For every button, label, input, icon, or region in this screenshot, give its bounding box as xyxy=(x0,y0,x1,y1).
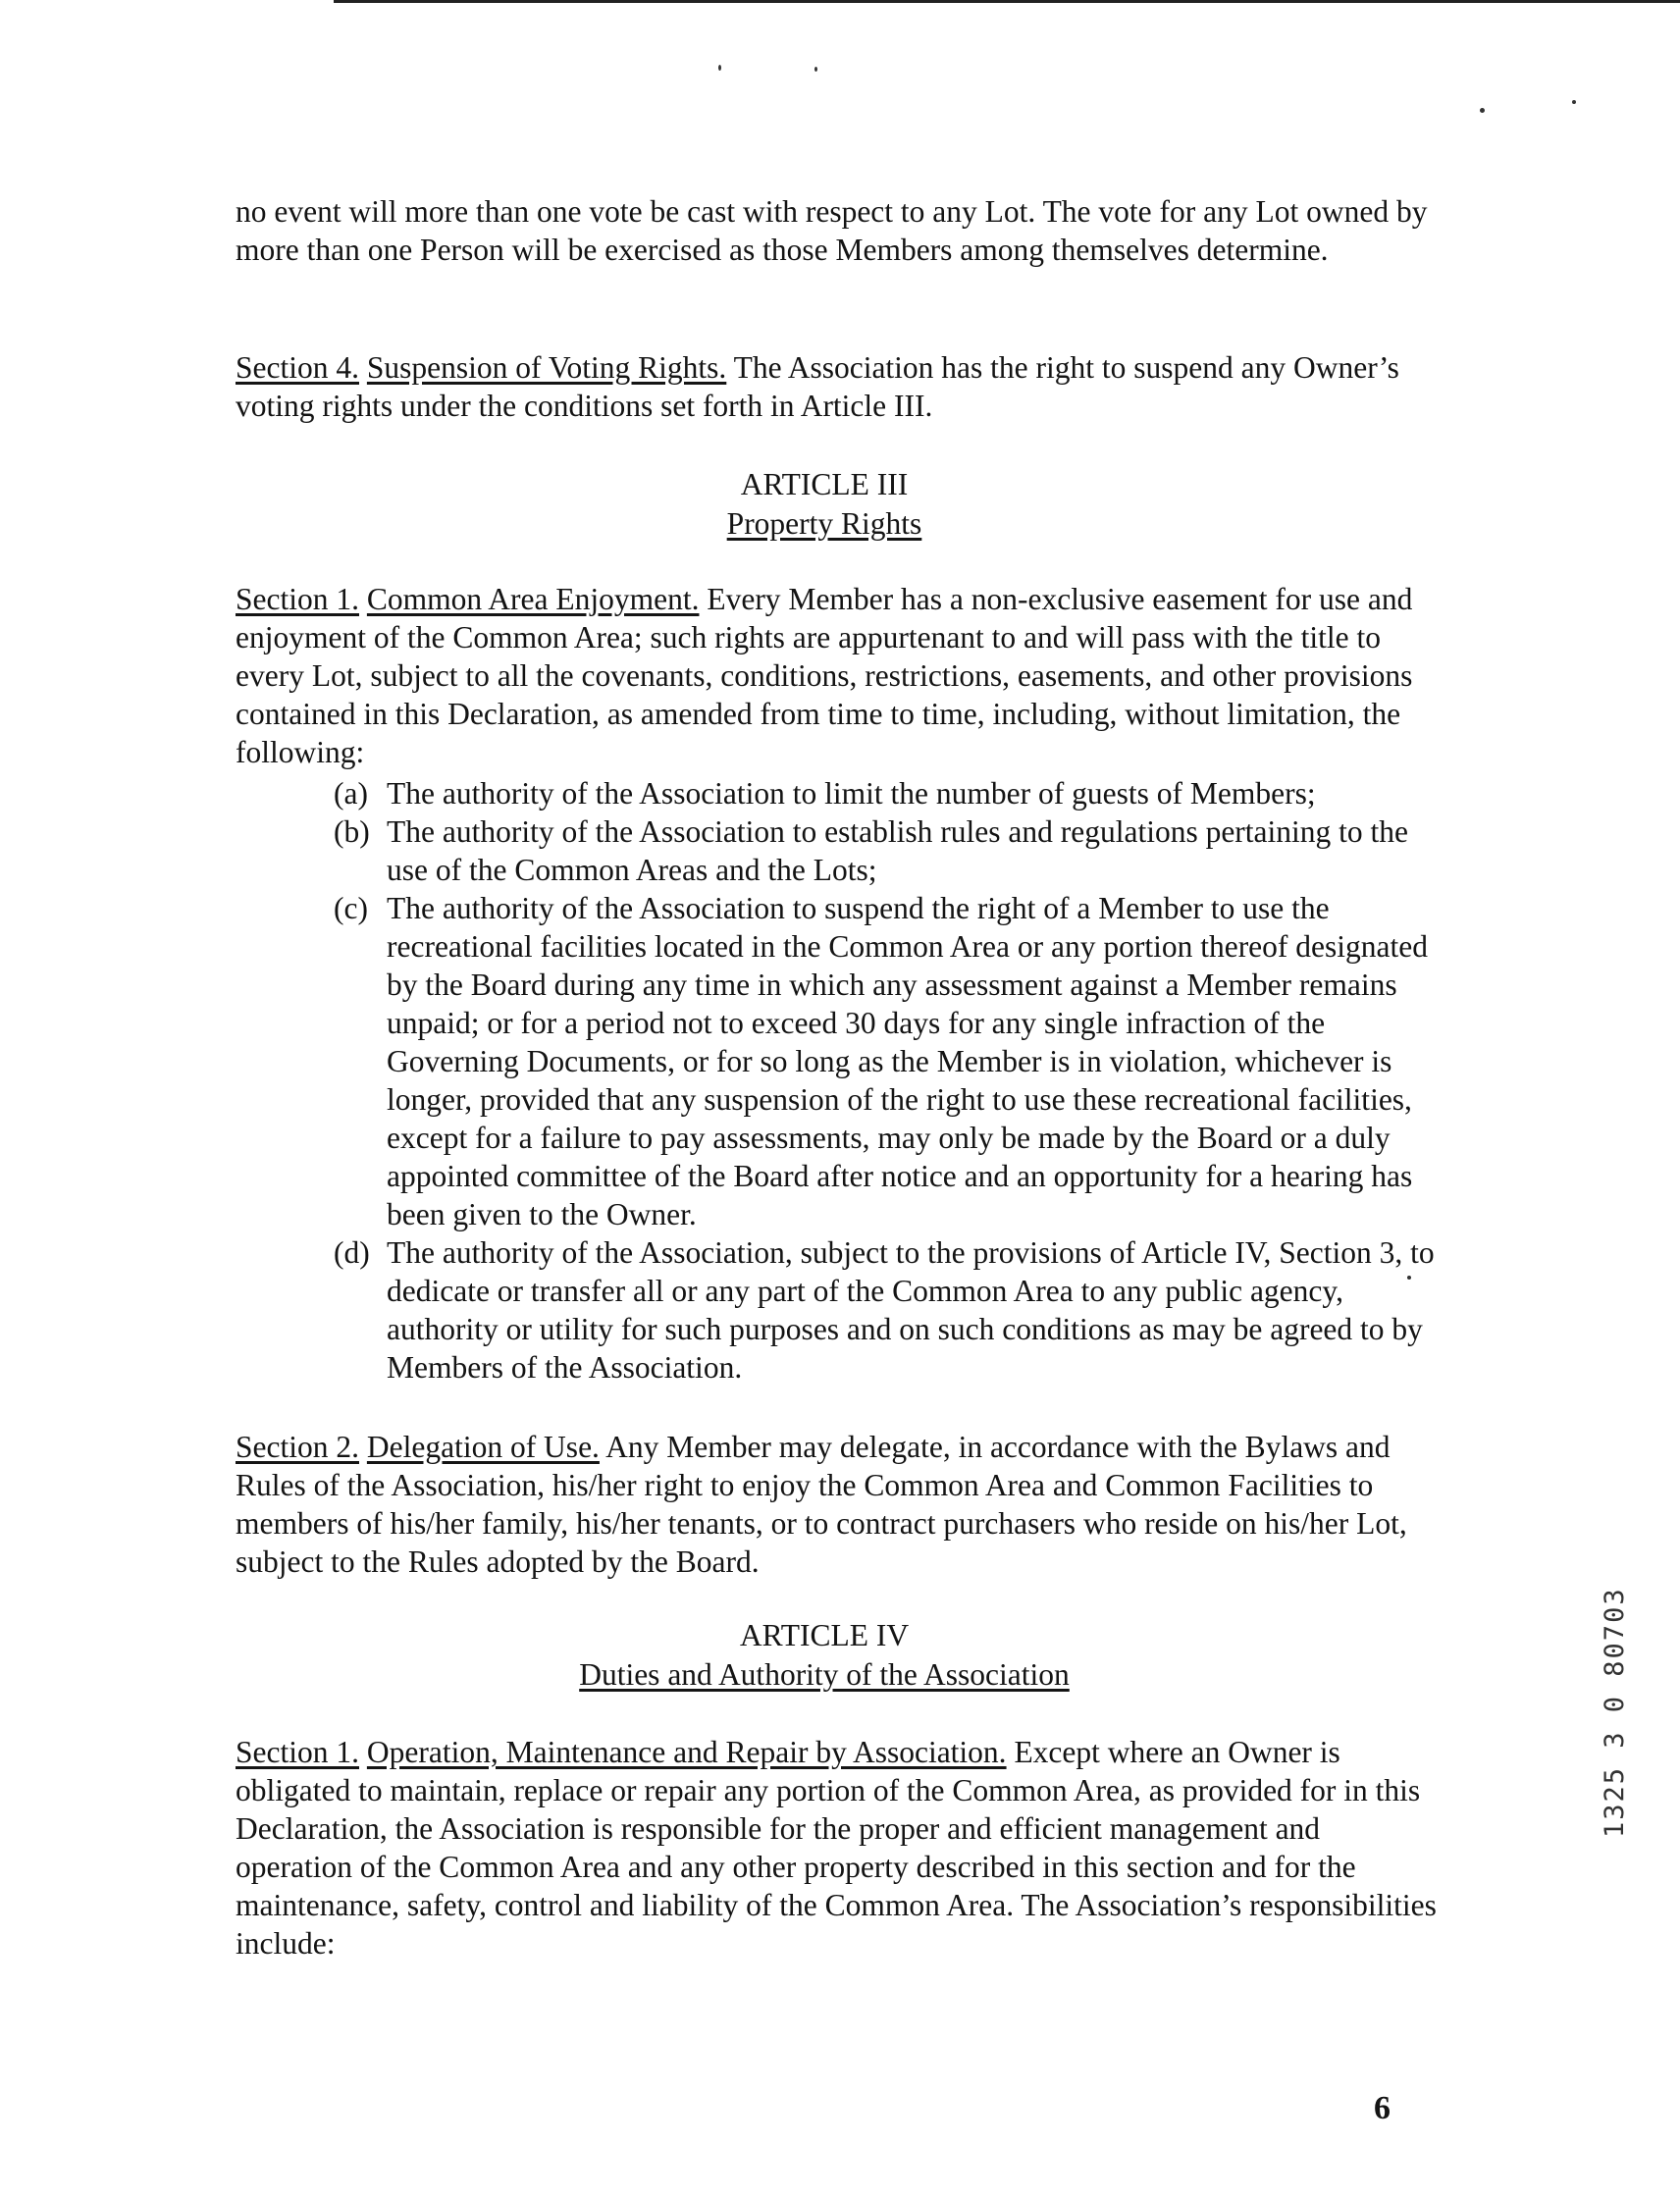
section-label: Section 1. xyxy=(236,582,359,616)
list-item xyxy=(334,1233,1443,1387)
page-number: 6 xyxy=(1374,2090,1391,2126)
article-3-heading xyxy=(236,465,1413,544)
article-title: ARTICLE IV xyxy=(739,1618,910,1652)
article-subtitle: Duties and Authority of the Association xyxy=(579,1657,1070,1692)
section-title: Common Area Enjoyment. xyxy=(366,582,700,616)
list-item-text: The authority of the Association, subject to the provisions of Article IV, Section 3, to dedicate or transfer all or any part of the Common Area to any public agency, authority or utility for such purposes and on such conditions as may be agreed to by Members of the Association. xyxy=(387,1235,1435,1385)
article-3-section-2 xyxy=(236,1428,1443,1581)
authority-list xyxy=(334,774,1443,1387)
section-label: Section 2. xyxy=(236,1430,359,1464)
section-body: Every Member has a non-exclusive easement for use and enjoyment of the Common Area; such rights are appurtenant to and will pass with the title to every Lot, subject to all the covenants, conditions, restrictions, easements, and other provisions contained in this Declaration, as amended from time to time, including, without limitation, the following: xyxy=(236,582,1413,769)
list-item xyxy=(334,812,1443,889)
list-item xyxy=(334,774,1443,812)
list-item-text: The authority of the Association to establish rules and regulations pertaining to the use of the Common Areas and the Lots; xyxy=(387,814,1409,887)
section-title: Suspension of Voting Rights. xyxy=(366,350,727,385)
article-title: ARTICLE III xyxy=(740,467,909,501)
article-subtitle: Property Rights xyxy=(726,506,922,541)
paragraph-continuation xyxy=(236,192,1443,269)
section-body: Except where an Owner is obligated to maintain, replace or repair any portion of the Common Area, as provided for in this Declaration, the Association is responsible for the proper and efficient management and operation of the Common Area and any other property described in this section and for the maintenance, safety, control and liability of the Common Area. The Association’s responsibilities include: xyxy=(236,1735,1437,1961)
list-marker: (b) xyxy=(334,814,370,849)
list-item xyxy=(334,889,1443,1233)
section-body: Any Member may delegate, in accordance with the Bylaws and Rules of the Association, his/her right to enjoy the Common Area and Common Facilities to members of his/her family, his/her tenants, or to contract purchasers who reside on his/her Lot, subject to the Rules adopted by the Board. xyxy=(236,1430,1407,1579)
list-item-text: The authority of the Association to suspend the right of a Member to use the recreational facilities located in the Common Area or any portion thereof designated by the Board during any time in which any assessment against a Member remains unpaid; or for a period not to exceed 30 days for any single infraction of the Governing Documents, or for so long as the Member is in violation, whichever is longer, provided that any suspension of the right to use these recreational facilities, except for a failure to pay assessments, may only be made by the Board or a duly appointed committee of the Board after notice and an opportunity for a hearing has been given to the Owner. xyxy=(387,891,1428,1231)
section-label: Section 1. xyxy=(236,1735,359,1769)
section-4-paragraph xyxy=(236,348,1443,425)
paragraph-text: no event will more than one vote be cast with respect to any Lot. The vote for any Lot owned by more than one Person will be exercised as those Members among themselves determine. xyxy=(236,194,1428,267)
scan-speck xyxy=(1480,108,1485,113)
section-title: Operation, Maintenance and Repair by Association. xyxy=(366,1735,1007,1769)
scan-edge-line xyxy=(334,0,1680,3)
scan-speck xyxy=(814,67,817,72)
article-4-section-1 xyxy=(236,1733,1443,1962)
scan-speck xyxy=(718,65,721,71)
list-marker: (c) xyxy=(334,891,368,925)
article-3-section-1 xyxy=(236,580,1443,771)
list-item-text: The authority of the Association to limit the number of guests of Members; xyxy=(387,776,1316,811)
section-body: The Association has the right to suspend any Owner’s voting rights under the conditions set forth in Article III. xyxy=(236,350,1399,423)
section-title: Delegation of Use. xyxy=(366,1430,600,1464)
section-label: Section 4. xyxy=(236,350,359,385)
recording-number-stamp: 1325 3 0 80703 xyxy=(1600,1587,1630,1838)
article-4-heading xyxy=(236,1616,1413,1695)
list-marker: (d) xyxy=(334,1235,370,1270)
scan-speck xyxy=(1572,100,1576,104)
list-marker: (a) xyxy=(334,776,368,811)
